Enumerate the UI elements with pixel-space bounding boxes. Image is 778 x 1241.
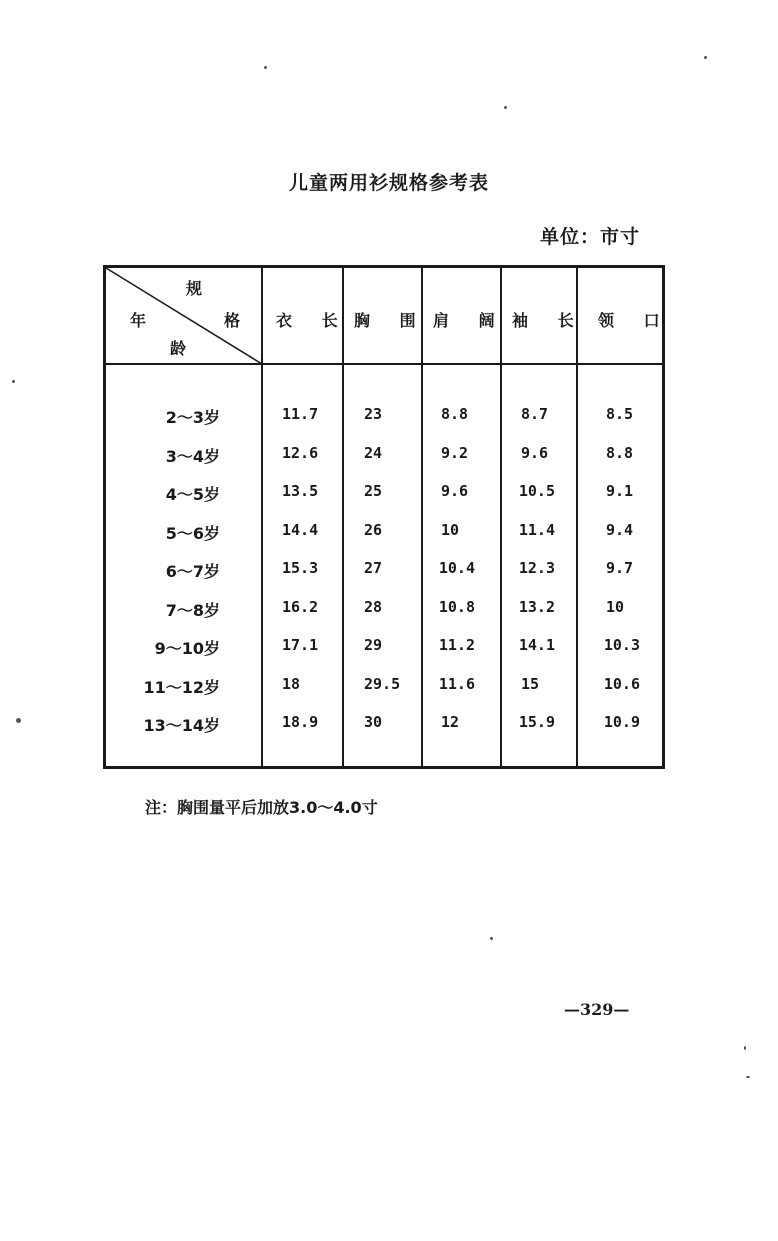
table-cell: 10.5 <box>518 482 555 500</box>
table-cell: 10.3 <box>603 636 640 654</box>
table-cell: 30 <box>364 713 383 731</box>
column-header-length: 衣 长 <box>276 311 350 330</box>
table-cell: 14.4 <box>282 521 319 539</box>
table-cell: 8.5 <box>606 405 634 423</box>
table-cell: 10.9 <box>603 713 640 731</box>
corner-label-top: 规 <box>186 279 203 298</box>
table-cell: 9.6 <box>441 482 469 500</box>
scan-speck <box>746 1076 750 1078</box>
table-cell: 18.9 <box>282 713 319 731</box>
footnote: 注：胸围量平后加放3.0～4.0寸 <box>145 798 378 817</box>
scan-speck <box>504 106 507 109</box>
table-cell: 28 <box>364 598 383 616</box>
table-cell: 29 <box>364 636 383 654</box>
table-row-age: 5～6岁 <box>165 524 220 543</box>
column-header-collar: 领 口 <box>598 311 672 330</box>
table-cell: 15.9 <box>518 713 555 731</box>
table-cell: 24 <box>364 444 383 462</box>
table-cell: 11.7 <box>282 405 319 423</box>
table-cell: 12.3 <box>518 559 555 577</box>
scan-speck <box>16 718 21 723</box>
table-cell: 17.1 <box>282 636 319 654</box>
table-cell: 18 <box>282 675 301 693</box>
table-cell: 10 <box>606 598 625 616</box>
table-cell: 27 <box>364 559 383 577</box>
table-cell: 16.2 <box>282 598 319 616</box>
column-divider <box>576 268 578 766</box>
table-cell: 10 <box>441 521 460 539</box>
table-cell: 12 <box>441 713 460 731</box>
table-row-age: 11～12岁 <box>143 678 220 697</box>
table-row-age: 13～14岁 <box>143 716 220 735</box>
size-table <box>103 265 672 769</box>
scan-speck <box>490 937 493 940</box>
table-cell: 15 <box>521 675 540 693</box>
table-cell: 8.7 <box>521 405 549 423</box>
table-cell: 9.1 <box>606 482 634 500</box>
scan-speck <box>12 380 15 383</box>
column-divider <box>421 268 423 766</box>
table-cell: 12.6 <box>282 444 319 462</box>
table-cell: 25 <box>364 482 383 500</box>
table-cell: 9.6 <box>521 444 549 462</box>
table-cell: 11.6 <box>438 675 475 693</box>
table-cell: 13.2 <box>518 598 555 616</box>
table-cell: 9.2 <box>441 444 469 462</box>
table-cell: 26 <box>364 521 383 539</box>
table-row-age: 7～8岁 <box>165 601 220 620</box>
scan-speck <box>744 1046 746 1050</box>
unit-label: 单位：市寸 <box>540 226 641 248</box>
column-header-chest: 胸 围 <box>354 311 428 330</box>
table-cell: 14.1 <box>518 636 555 654</box>
corner-label-right: 格 <box>224 311 241 330</box>
scan-speck <box>704 56 707 59</box>
table-row-age: 2～3岁 <box>165 408 220 427</box>
table-cell: 10.6 <box>603 675 640 693</box>
table-cell: 10.8 <box>438 598 475 616</box>
column-divider <box>342 268 344 766</box>
table-row-age: 3～4岁 <box>165 447 220 466</box>
table-row-age: 4～5岁 <box>165 485 220 504</box>
column-header-sleeve: 袖 长 <box>512 311 586 330</box>
table-cell: 13.5 <box>282 482 319 500</box>
table-cell: 8.8 <box>606 444 634 462</box>
column-divider <box>500 268 502 766</box>
table-row-age: 6～7岁 <box>165 562 220 581</box>
table-cell: 9.7 <box>606 559 634 577</box>
table-cell: 15.3 <box>282 559 319 577</box>
page-title: 儿童两用衫规格参考表 <box>288 172 489 194</box>
table-cell: 23 <box>364 405 383 423</box>
table-cell: 9.4 <box>606 521 634 539</box>
scan-speck <box>264 66 267 69</box>
table-cell: 10.4 <box>438 559 475 577</box>
table-cell: 29.5 <box>364 675 401 693</box>
table-cell: 11.2 <box>438 636 475 654</box>
table-cell: 8.8 <box>441 405 469 423</box>
page-number: —329— <box>564 1000 630 1019</box>
table-row-age: 9～10岁 <box>154 639 220 658</box>
table-cell: 11.4 <box>518 521 555 539</box>
corner-label-bottom: 龄 <box>170 339 187 358</box>
column-header-shoulder: 肩 阔 <box>433 311 507 330</box>
corner-label-left: 年 <box>130 311 147 330</box>
